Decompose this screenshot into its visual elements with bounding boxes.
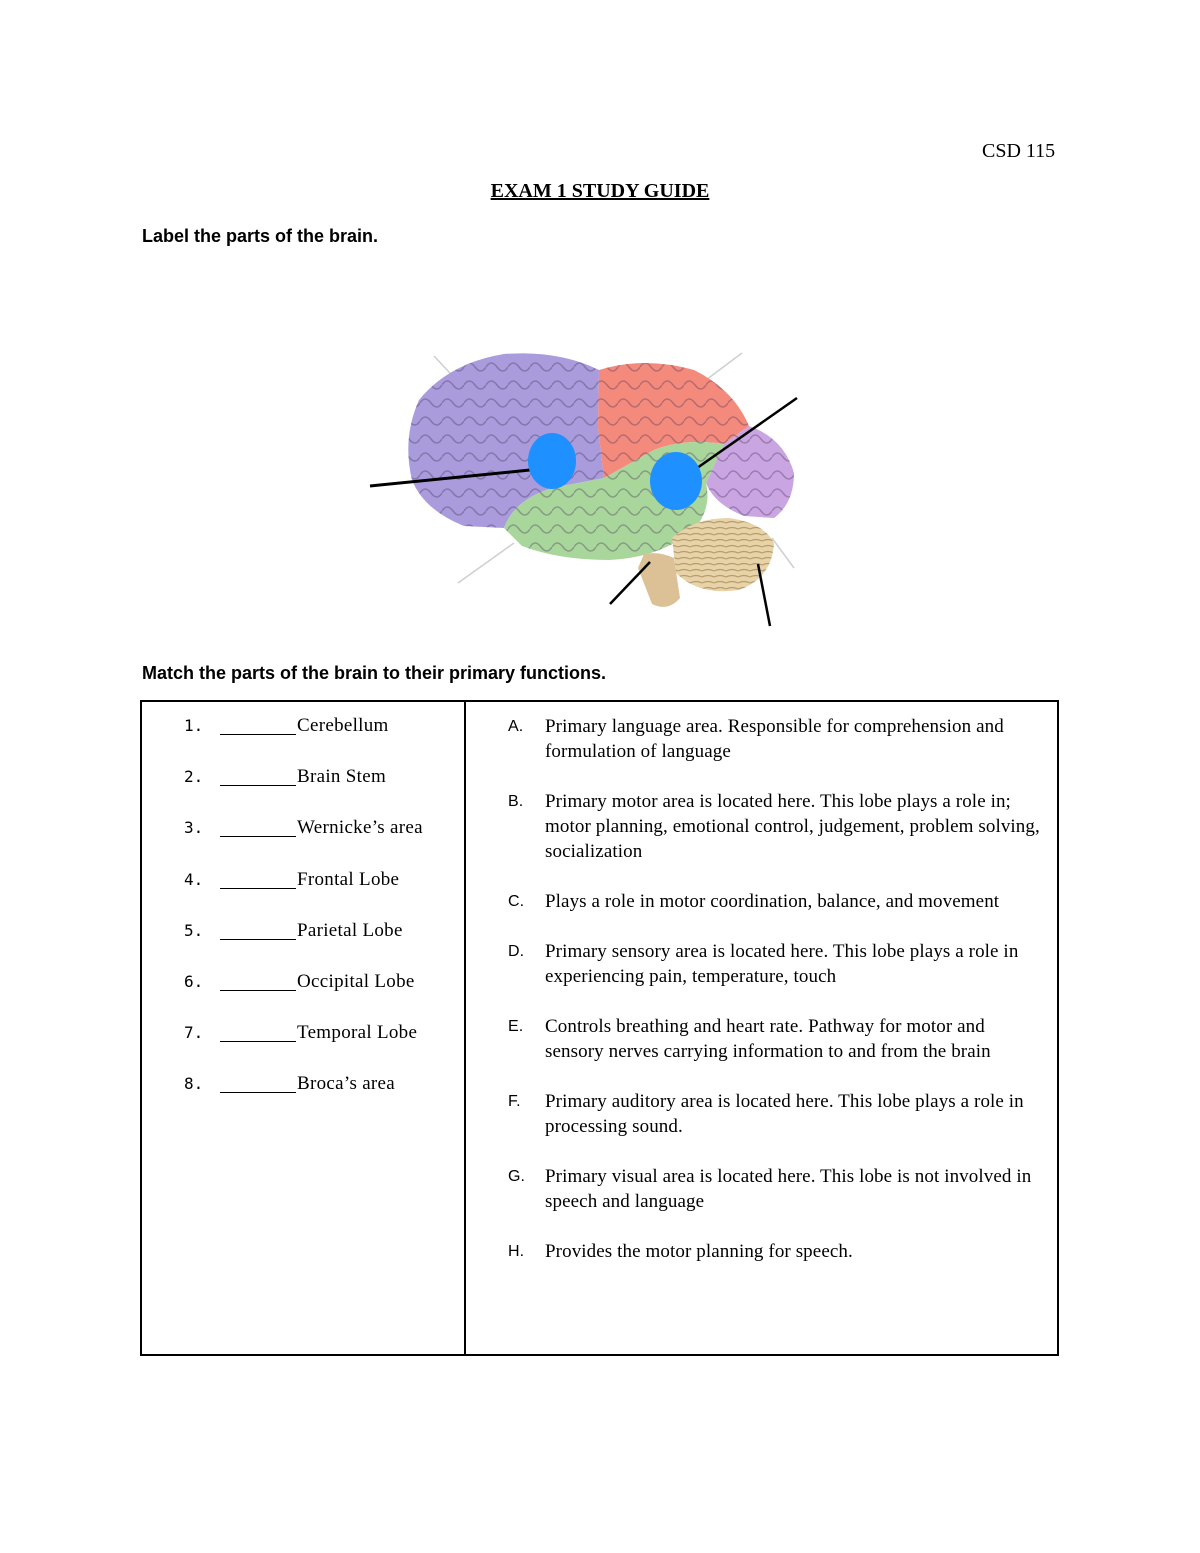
- function-item: [508, 939, 1048, 989]
- function-letter: B.: [508, 793, 524, 810]
- function-item: [508, 889, 1048, 914]
- brain-part-label: Cerebellum: [297, 715, 389, 736]
- section-heading-match: Match the parts of the brain to their primary functions.: [142, 663, 607, 683]
- function-item: [508, 1239, 1048, 1264]
- brain-part-label: Frontal Lobe: [297, 868, 400, 890]
- item-number: 4.: [184, 869, 204, 889]
- function-item: [508, 1014, 1048, 1064]
- brain-part-label: Temporal Lobe: [297, 1022, 418, 1044]
- function-item: [508, 1164, 1048, 1214]
- brain-part-label: Broca’s area: [297, 1073, 396, 1095]
- item-number: 8.: [184, 1074, 204, 1094]
- function-item: [508, 714, 1048, 764]
- answer-blank[interactable]: [220, 765, 296, 786]
- answer-blank[interactable]: [220, 1021, 296, 1042]
- function-text: Primary sensory area is located here. This lobe plays a role in experiencing pain, temperature, touch: [545, 941, 1019, 987]
- answer-blank[interactable]: [220, 1072, 296, 1093]
- column-divider: [464, 702, 466, 1354]
- function-letter: D.: [508, 943, 525, 960]
- answer-blank[interactable]: [220, 816, 296, 837]
- brain-part-label: Wernicke’s area: [297, 817, 423, 839]
- wernickes-area-marker: [650, 452, 702, 510]
- brain-part-label: Parietal Lobe: [297, 919, 403, 941]
- function-text: Primary visual area is located here. This lobe is not involved in speech and language: [545, 1166, 1032, 1212]
- answer-blank[interactable]: [220, 868, 296, 889]
- functions-list: [508, 714, 1048, 1289]
- brain-part-item: [142, 816, 462, 867]
- function-text: Primary motor area is located here. This lobe plays a role in; motor planning, emotional control, judgement, problem solving, socialization: [545, 791, 1040, 862]
- item-number: 5.: [184, 920, 204, 940]
- item-number: 3.: [184, 818, 204, 838]
- function-letter: E.: [508, 1018, 524, 1035]
- brain-parts-list: [142, 714, 462, 1124]
- function-letter: C.: [508, 893, 525, 910]
- item-number: 2.: [184, 767, 204, 787]
- brain-part-item: [142, 970, 462, 1021]
- brain-part-item: [142, 714, 462, 765]
- function-letter: G.: [508, 1168, 526, 1185]
- function-text: Provides the motor planning for speech.: [545, 1241, 853, 1262]
- function-text: Primary language area. Responsible for comprehension and formulation of language: [545, 716, 1004, 762]
- function-item: [508, 1089, 1048, 1139]
- brain-part-label: Brain Stem: [297, 766, 387, 788]
- brocas-area-marker: [528, 433, 576, 489]
- function-letter: F.: [508, 1093, 521, 1110]
- item-number: 6.: [184, 971, 204, 991]
- function-letter: H.: [508, 1243, 525, 1260]
- function-text: Controls breathing and heart rate. Pathway for motor and sensory nerves carrying information to and from the brain: [545, 1016, 991, 1062]
- function-text: Primary auditory area is located here. This lobe plays a role in processing sound.: [545, 1091, 1024, 1137]
- function-item: [508, 789, 1048, 864]
- item-number: 7.: [184, 1023, 204, 1043]
- brain-part-item: [142, 919, 462, 970]
- answer-blank[interactable]: [220, 919, 296, 940]
- section-heading-label: Label the parts of the brain.: [142, 226, 379, 246]
- brain-part-item: [142, 868, 462, 919]
- answer-blank[interactable]: [220, 714, 296, 735]
- brain-diagram: [354, 268, 844, 643]
- item-number: 1.: [184, 716, 204, 735]
- answer-blank[interactable]: [220, 970, 296, 991]
- matching-table: [140, 700, 1059, 1356]
- brain-part-label: Occipital Lobe: [297, 970, 415, 992]
- brain-part-item: [142, 1021, 462, 1072]
- function-text: Plays a role in motor coordination, balance, and movement: [545, 891, 1000, 912]
- brain-part-item: [142, 765, 462, 816]
- brain-part-item: [142, 1072, 462, 1123]
- function-letter: A.: [508, 718, 524, 735]
- course-code: CSD 115: [982, 140, 1056, 162]
- page-title: EXAM 1 STUDY GUIDE: [490, 180, 710, 202]
